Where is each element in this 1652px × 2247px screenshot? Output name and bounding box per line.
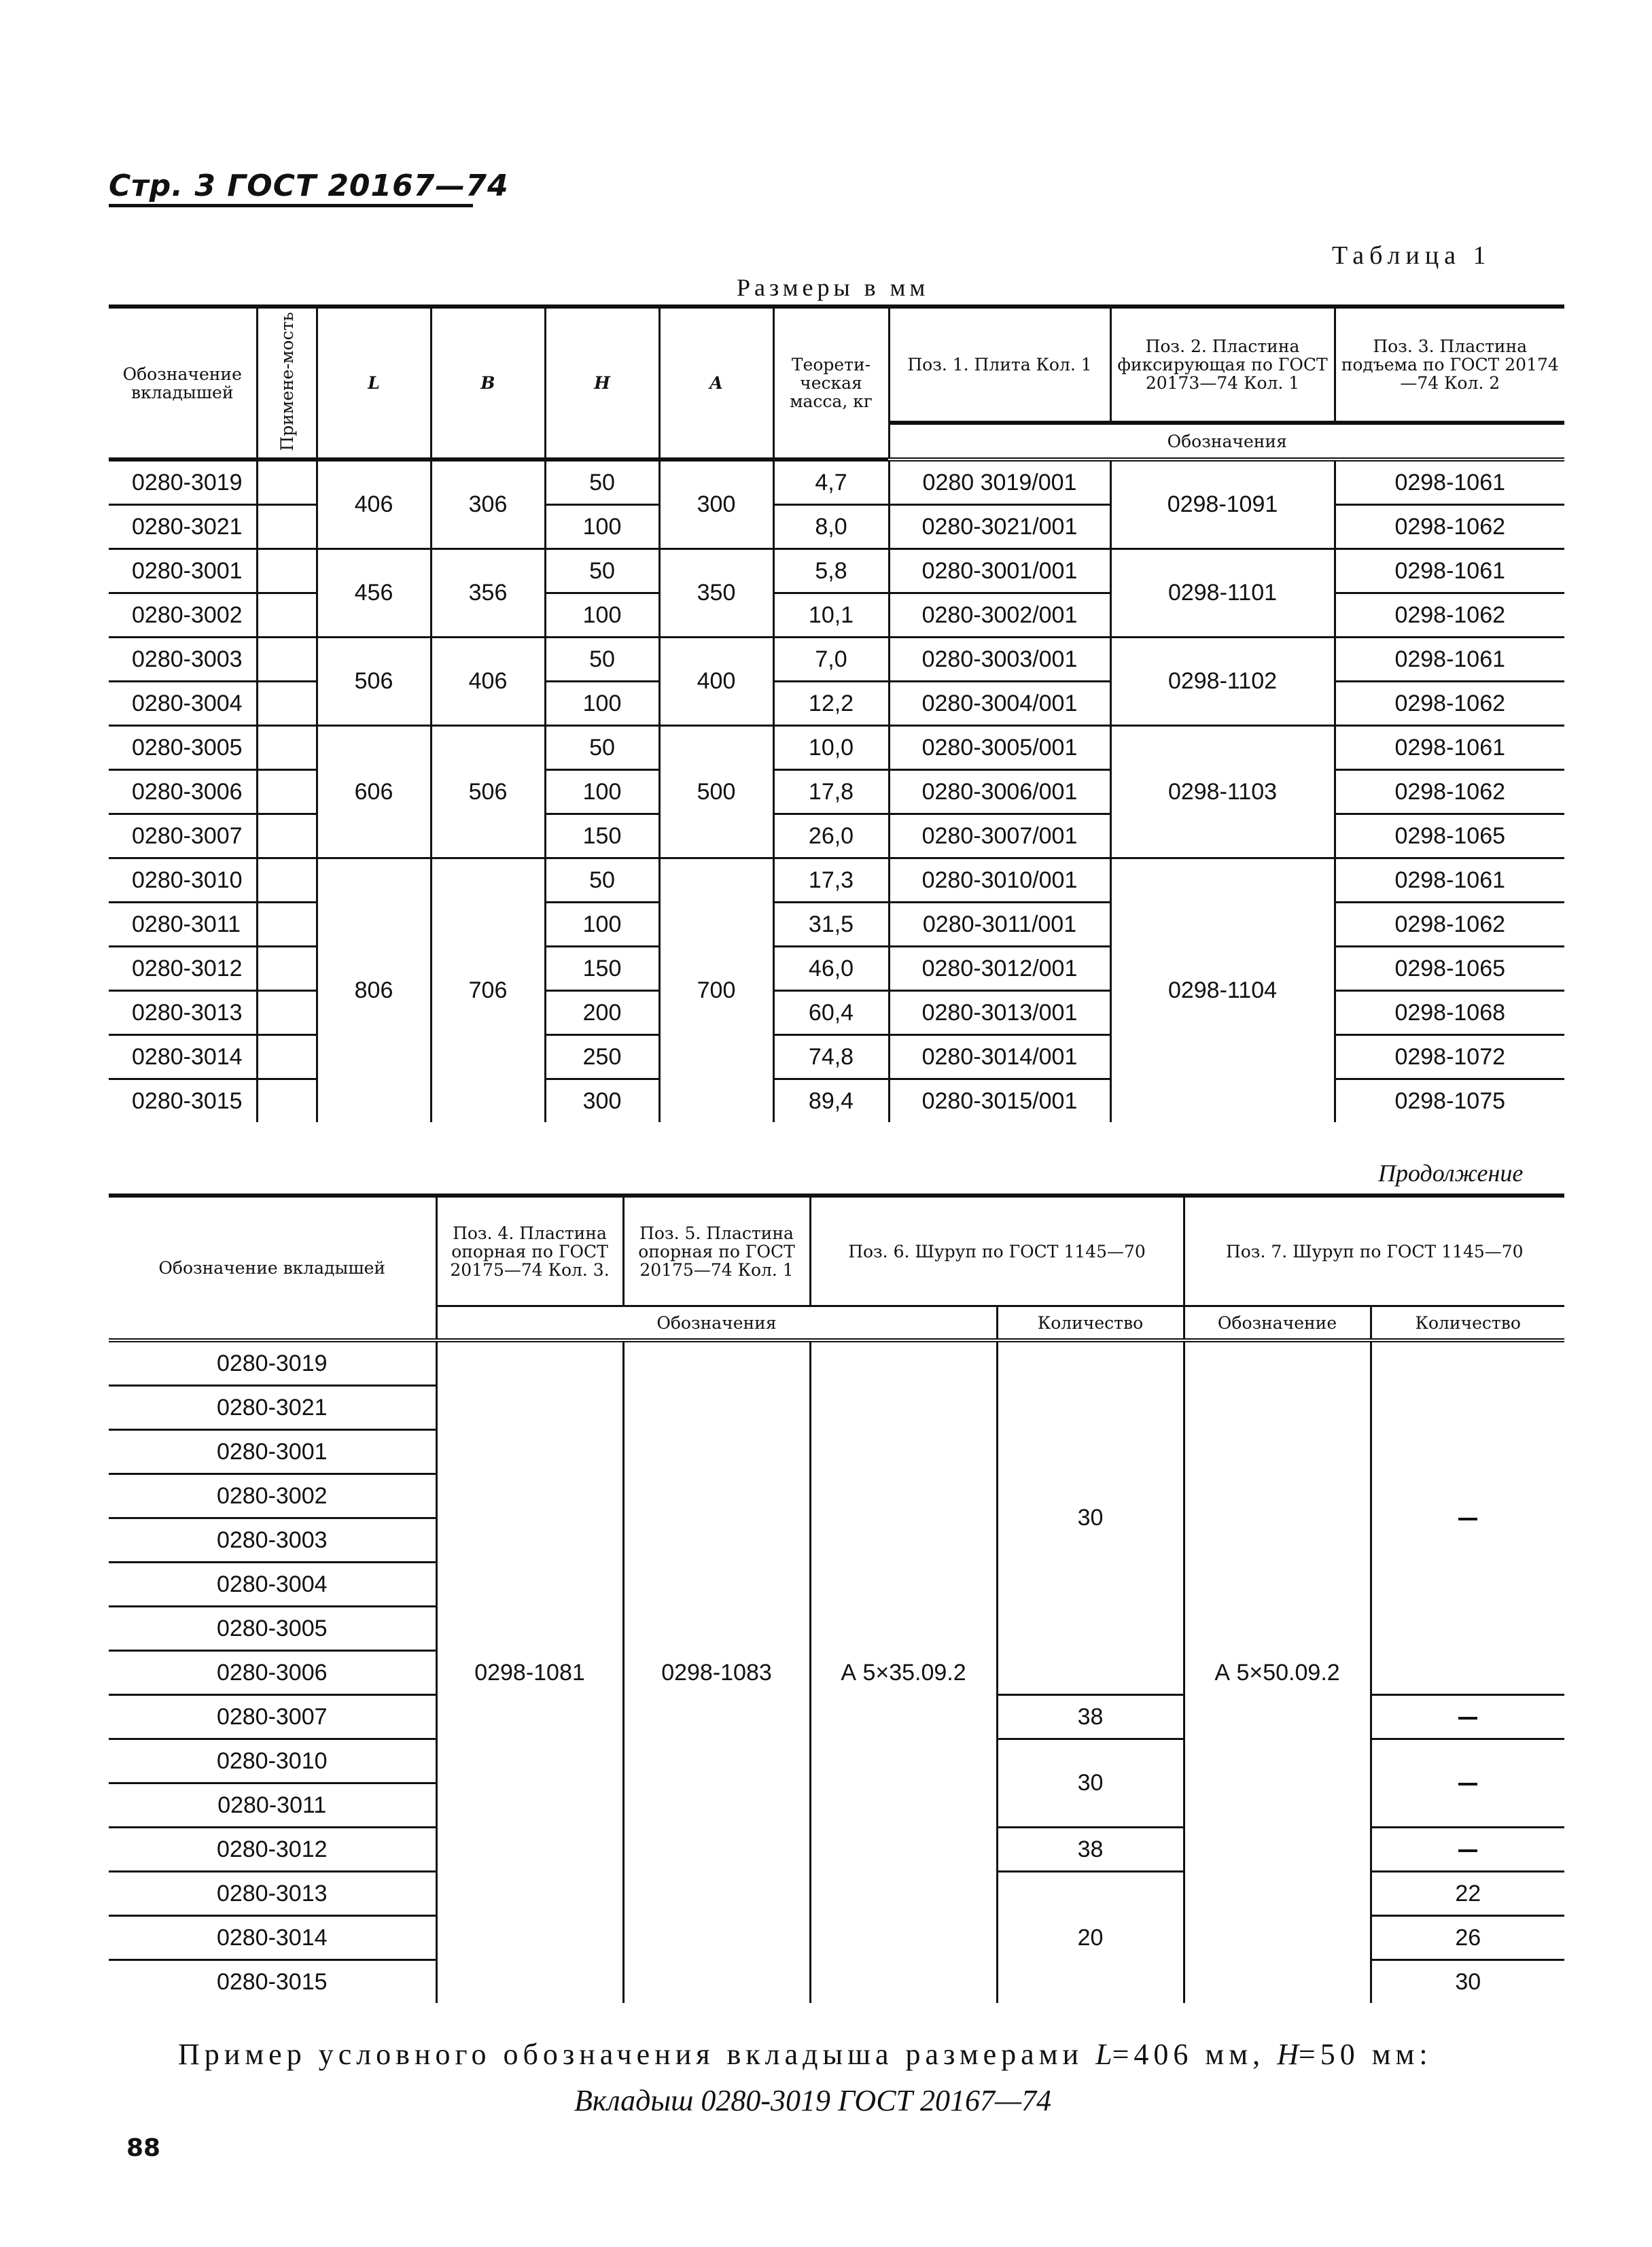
cell-H: 100 <box>545 593 659 638</box>
cell-B: 406 <box>431 638 545 726</box>
cell-pos2: 0298-1104 <box>1110 858 1335 1123</box>
cell-pos7-qty-dash <box>1371 1828 1564 1872</box>
cell-pos1: 0280-3010/001 <box>889 858 1110 903</box>
example-L-value: =406 мм, <box>1112 2038 1278 2071</box>
cell-pos3: 0298-1062 <box>1335 593 1564 638</box>
cell-H: 100 <box>545 505 659 549</box>
cell-pos7-qty-dash <box>1371 1739 1564 1828</box>
cell-H: 150 <box>545 814 659 858</box>
cell-designation: 0280-3007 <box>109 1695 436 1739</box>
cell-pos6-qty: 30 <box>997 1340 1184 1695</box>
example-prefix: Пример условного обозначения вкладыша размерами <box>178 2038 1096 2071</box>
cell-pos1: 0280-3013/001 <box>889 991 1110 1035</box>
cell-pos3: 0298-1061 <box>1335 726 1564 770</box>
cell-pos4: 0298-1081 <box>436 1340 623 2003</box>
col-header-H: H <box>545 307 659 459</box>
example-L-label: L <box>1095 2038 1112 2071</box>
table-2-body <box>109 1340 1564 2003</box>
cell-mass: 10,0 <box>773 726 889 770</box>
cell-pos7-qty: 30 <box>1455 1968 1481 1995</box>
cell-H: 100 <box>545 903 659 947</box>
cell-pos3: 0298-1062 <box>1335 770 1564 814</box>
cell-mass: 17,3 <box>773 858 889 903</box>
cell-designation: 0280-3019 <box>109 1340 436 1386</box>
cell-pos3: 0298-1061 <box>1335 638 1564 682</box>
col-header-mass: Теорети-ческая масса, кг <box>773 307 889 459</box>
cell-L: 456 <box>317 549 431 638</box>
cell-designation: 0280-3005 <box>109 1607 436 1651</box>
cell-applicability <box>257 1035 317 1079</box>
cell-designation: 0280-3006 <box>109 1651 436 1695</box>
cell-mass: 31,5 <box>773 903 889 947</box>
cell-mass: 60,4 <box>773 991 889 1035</box>
col-header-designations: Обозначения <box>436 1306 997 1341</box>
cell-pos6-qty: 20 <box>997 1872 1184 2004</box>
cell-designation: 0280-3014 <box>109 1035 257 1079</box>
cell-H: 300 <box>545 1079 659 1123</box>
cell-B: 356 <box>431 549 545 638</box>
dash-mark <box>1458 1717 1477 1720</box>
cell-pos3: 0298-1061 <box>1335 858 1564 903</box>
dash-mark <box>1458 1849 1477 1852</box>
cell-applicability <box>257 638 317 682</box>
cell-designation: 0280-3011 <box>109 903 257 947</box>
cell-B: 306 <box>431 459 545 549</box>
cell-applicability <box>257 459 317 505</box>
cell-designation: 0280-3019 <box>109 459 257 505</box>
cell-L: 506 <box>317 638 431 726</box>
col-header-designation: Обозначение вкладышей <box>109 307 257 459</box>
cell-pos6-qty: 38 <box>997 1828 1184 1872</box>
cell-designation: 0280-3012 <box>109 1828 436 1872</box>
cell-A: 350 <box>659 549 773 638</box>
cell-pos6-qty: 30 <box>997 1739 1184 1828</box>
cell-pos7-qty-dash <box>1371 1340 1564 1695</box>
cell-applicability <box>257 858 317 903</box>
cell-designation: 0280-3013 <box>109 991 257 1035</box>
page-number: 88 <box>126 2134 161 2162</box>
dash-mark <box>1458 1783 1477 1786</box>
cell-pos3: 0298-1062 <box>1335 682 1564 726</box>
cell-H: 200 <box>545 991 659 1035</box>
cell-pos1: 0280-3004/001 <box>889 682 1110 726</box>
cell-mass: 10,1 <box>773 593 889 638</box>
cell-A: 700 <box>659 858 773 1123</box>
cell-applicability <box>257 903 317 947</box>
col-header-pos4: Поз. 4. Пластина опорная по ГОСТ 20175—74 Кол. 3. <box>436 1196 623 1306</box>
continuation-label: Продолжение <box>1378 1160 1524 1187</box>
cell-pos2: 0298-1103 <box>1110 726 1335 858</box>
example-designation: Вкладыш 0280-3019 ГОСТ 20167—74 <box>574 2084 1052 2117</box>
cell-designation: 0280-3001 <box>109 549 257 593</box>
cell-mass: 26,0 <box>773 814 889 858</box>
cell-designation: 0280-3010 <box>109 1739 436 1783</box>
cell-pos3: 0298-1061 <box>1335 549 1564 593</box>
cell-pos1: 0280-3002/001 <box>889 593 1110 638</box>
dash-mark <box>1458 1518 1477 1520</box>
cell-designation: 0280-3014 <box>109 1916 436 1960</box>
table-row <box>109 1340 1564 1386</box>
cell-designation: 0280-3010 <box>109 858 257 903</box>
cell-designation: 0280-3003 <box>109 1518 436 1563</box>
col-header-quantity: Количество <box>997 1306 1184 1341</box>
cell-designation: 0280-3001 <box>109 1430 436 1474</box>
cell-H: 50 <box>545 459 659 505</box>
cell-H: 50 <box>545 858 659 903</box>
col-header-pos3: Поз. 3. Пластина подъема по ГОСТ 20174—74 Кол. 2 <box>1335 307 1564 423</box>
cell-pos3: 0298-1075 <box>1394 1087 1506 1114</box>
cell-designation: 0280-3013 <box>109 1872 436 1916</box>
col-header-L: L <box>317 307 431 459</box>
cell-pos3: 0298-1062 <box>1335 903 1564 947</box>
cell-applicability <box>257 505 317 549</box>
cell-pos6-qty: 38 <box>997 1695 1184 1739</box>
cell-L: 406 <box>317 459 431 549</box>
cell-pos3: 0298-1061 <box>1335 459 1564 505</box>
cell-pos1: 0280-3021/001 <box>889 505 1110 549</box>
table-row <box>109 459 1564 505</box>
cell-A: 400 <box>659 638 773 726</box>
cell-designation: 0280-3012 <box>109 947 257 991</box>
units-note: Размеры в мм <box>737 274 930 301</box>
cell-designation: 0280-3015 <box>109 1960 436 2004</box>
col-header-pos5: Поз. 5. Пластина опорная по ГОСТ 20175—74 Кол. 1 <box>623 1196 810 1306</box>
cell-pos2: 0298-1091 <box>1110 459 1335 549</box>
cell-H: 250 <box>545 1035 659 1079</box>
cell-pos7: А 5×50.09.2 <box>1184 1340 1371 2003</box>
table-row <box>109 858 1564 903</box>
cell-mass: 17,8 <box>773 770 889 814</box>
col-header-B: B <box>431 307 545 459</box>
cell-applicability <box>257 947 317 991</box>
table-row <box>109 549 1564 593</box>
cell-designation: 0280-3005 <box>109 726 257 770</box>
cell-pos3: 0298-1072 <box>1335 1035 1564 1079</box>
table-row <box>109 726 1564 770</box>
cell-pos3: 0298-1068 <box>1335 991 1564 1035</box>
cell-pos1: 0280-3005/001 <box>889 726 1110 770</box>
cell-B: 506 <box>431 726 545 858</box>
cell-pos5: 0298-1083 <box>623 1340 810 2003</box>
cell-designation: 0280-3011 <box>109 1783 436 1828</box>
cell-applicability <box>257 1079 317 1123</box>
cell-designation: 0280-3015 <box>109 1079 257 1123</box>
cell-designation: 0280-3006 <box>109 770 257 814</box>
col-header-designations: Обозначения <box>889 423 1564 459</box>
cell-mass: 89,4 <box>773 1079 889 1123</box>
table-1-continuation <box>109 1194 1564 2003</box>
cell-applicability <box>257 549 317 593</box>
cell-pos2: 0298-1102 <box>1110 638 1335 726</box>
cell-H: 50 <box>545 549 659 593</box>
cell-pos7-qty: 22 <box>1371 1872 1564 1916</box>
cell-applicability <box>257 814 317 858</box>
col-header-quantity-2: Количество <box>1371 1306 1564 1341</box>
col-header-pos1: Поз. 1. Плита Кол. 1 <box>889 307 1110 423</box>
col-header-applicability: Примене-мость <box>257 307 317 459</box>
cell-H: 100 <box>545 682 659 726</box>
col-header-designation-single: Обозначение <box>1184 1306 1371 1341</box>
cell-designation: 0280-3002 <box>109 1474 436 1518</box>
cell-L: 606 <box>317 726 431 858</box>
cell-applicability <box>257 726 317 770</box>
table-1 <box>109 304 1564 1122</box>
cell-pos1: 0280-3011/001 <box>889 903 1110 947</box>
cell-mass: 4,7 <box>773 459 889 505</box>
cell-designation: 0280-3004 <box>109 1563 436 1607</box>
cell-B: 706 <box>431 858 545 1123</box>
col-header-pos7: Поз. 7. Шуруп по ГОСТ 1145—70 <box>1225 1241 1524 1261</box>
cell-pos3: 0298-1062 <box>1335 505 1564 549</box>
cell-applicability <box>257 593 317 638</box>
example-H-value: =50 мм: <box>1298 2038 1433 2071</box>
cell-mass: 46,0 <box>773 947 889 991</box>
cell-pos1: 0280-3001/001 <box>889 549 1110 593</box>
cell-applicability <box>257 770 317 814</box>
cell-mass: 8,0 <box>773 505 889 549</box>
cell-pos1: 0280 3019/001 <box>889 459 1110 505</box>
cell-pos6: А 5×35.09.2 <box>810 1340 997 2003</box>
cell-mass: 5,8 <box>773 549 889 593</box>
example-H-label: H <box>1277 2038 1299 2071</box>
cell-A: 300 <box>659 459 773 549</box>
cell-pos3: 0298-1065 <box>1335 947 1564 991</box>
cell-pos1: 0280-3012/001 <box>889 947 1110 991</box>
cell-designation: 0280-3021 <box>109 505 257 549</box>
cell-pos1: 0280-3006/001 <box>889 770 1110 814</box>
cell-mass: 12,2 <box>773 682 889 726</box>
cell-mass: 74,8 <box>773 1035 889 1079</box>
col-header-pos6: Поз. 6. Шуруп по ГОСТ 1145—70 <box>810 1196 1184 1306</box>
cell-designation: 0280-3004 <box>109 682 257 726</box>
cell-pos1: 0280-3003/001 <box>889 638 1110 682</box>
cell-designation: 0280-3007 <box>109 814 257 858</box>
cell-H: 50 <box>545 726 659 770</box>
col-header-designation: Обозначение вкладышей <box>109 1196 436 1340</box>
cell-applicability <box>257 682 317 726</box>
cell-mass: 7,0 <box>773 638 889 682</box>
cell-applicability <box>257 991 317 1035</box>
header-rule <box>109 204 473 207</box>
col-header-A: A <box>659 307 773 459</box>
cell-H: 100 <box>545 770 659 814</box>
cell-pos2: 0298-1101 <box>1110 549 1335 638</box>
cell-pos1: 0280-3014/001 <box>889 1035 1110 1079</box>
cell-pos1: 0280-3007/001 <box>889 814 1110 858</box>
cell-pos3: 0298-1065 <box>1335 814 1564 858</box>
cell-pos7-qty-dash <box>1371 1695 1564 1739</box>
cell-designation: 0280-3003 <box>109 638 257 682</box>
cell-L: 806 <box>317 858 431 1123</box>
cell-H: 50 <box>545 638 659 682</box>
cell-A: 500 <box>659 726 773 858</box>
cell-H: 150 <box>545 947 659 991</box>
table-row <box>109 638 1564 682</box>
col-header-pos2: Поз. 2. Пластина фиксирующая по ГОСТ 20173—74 Кол. 1 <box>1110 307 1335 423</box>
cell-pos1: 0280-3015/001 <box>889 1079 1110 1123</box>
table-title: Таблица 1 <box>1332 241 1492 270</box>
page-header: Стр. 3 ГОСТ 20167—74 <box>109 169 509 203</box>
example-sentence <box>178 2037 1433 2072</box>
table-1-body <box>109 459 1564 1122</box>
cell-pos7-qty: 26 <box>1371 1916 1564 1960</box>
cell-designation: 0280-3002 <box>109 593 257 638</box>
cell-designation: 0280-3021 <box>109 1386 436 1430</box>
